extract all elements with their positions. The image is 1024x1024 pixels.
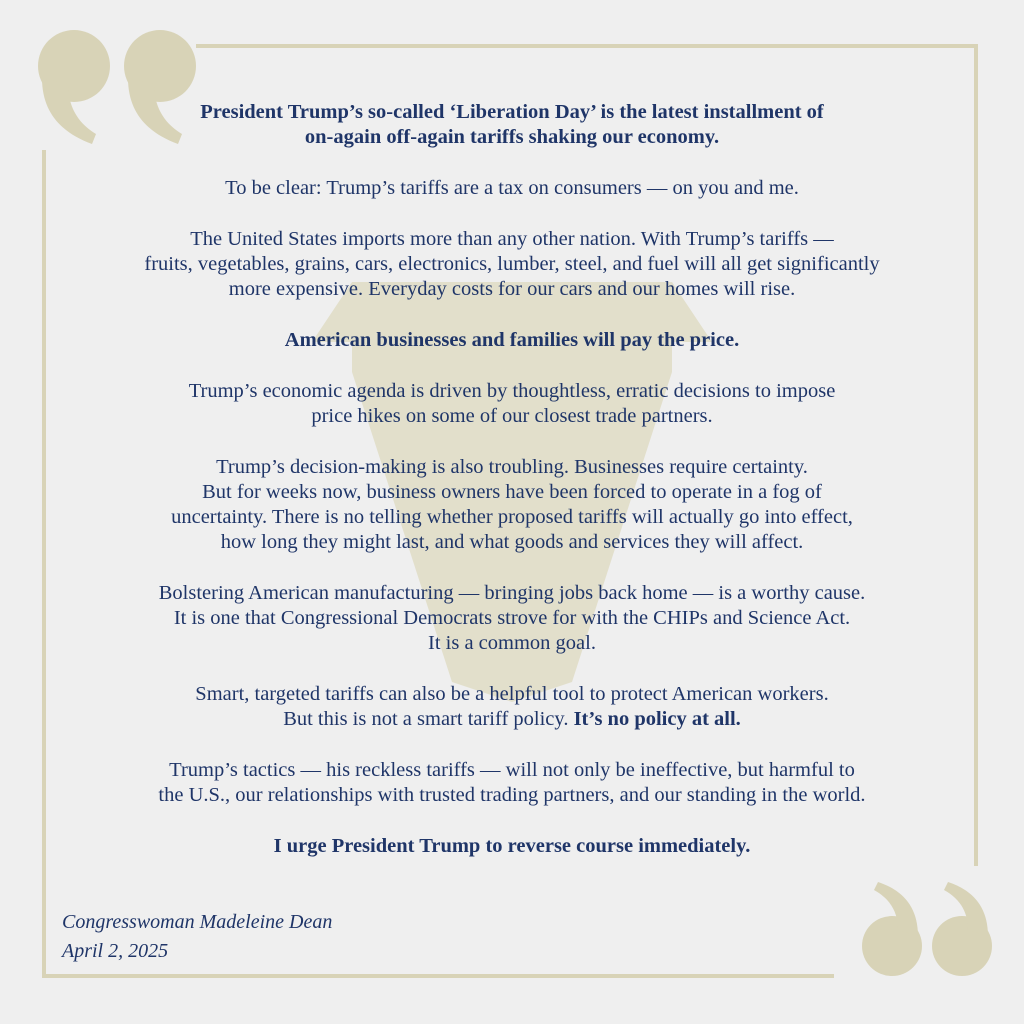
frame-top-border	[196, 44, 978, 48]
paragraph-economic-agenda: Trump’s economic agenda is driven by thoughtless, erratic decisions to impose price hikes on some of our closest trade partners.	[188, 380, 836, 427]
smart-tariffs-line-1: Smart, targeted tariffs can also be a helpful tool to protect American workers.	[195, 683, 829, 705]
close-quote-icon	[852, 880, 1002, 990]
frame-bottom-border	[42, 974, 834, 978]
statement-body	[40, 100, 984, 859]
paragraph-imports: The United States imports more than any other nation. With Trump’s tariffs — fruits, vegetables, grains, cars, electronics, lumber, steel, and fuel will all get significantly more expensive. Everyday costs for our cars and our homes will rise.	[144, 228, 880, 300]
closing-statement: I urge President Trump to reverse course immediately.	[273, 835, 751, 857]
paragraph-smart-tariffs	[40, 682, 984, 732]
paragraph-decision-making: Trump’s decision-making is also troubling. Businesses require certainty. But for weeks now, business owners have been forced to operate in a fog of uncertainty. There is no telling whether proposed tariffs will actually go into effect, how long they might last, and what goods and services they will affect.	[171, 456, 853, 553]
signature-name: Congresswoman Madeleine Dean	[62, 911, 333, 933]
smart-tariffs-line-2: But this is not a smart tariff policy.	[283, 708, 574, 730]
headline: President Trump’s so-called ‘Liberation Day’ is the latest installment of on-again off-again tariffs shaking our economy.	[200, 101, 824, 148]
paragraph-manufacturing: Bolstering American manufacturing — bringing jobs back home — is a worthy cause. It is one that Congressional Democrats strove for with the CHIPs and Science Act. It is a common goal.	[158, 582, 866, 654]
paragraph-tactics: Trump’s tactics — his reckless tariffs — will not only be ineffective, but harmful to the U.S., our relationships with trusted trading partners, and our standing in the world.	[158, 759, 866, 806]
signature-block	[62, 908, 332, 966]
paragraph-tax-on-consumers: To be clear: Trump’s tariffs are a tax on consumers — on you and me.	[225, 177, 799, 199]
no-policy-emphasis: It’s no policy at all.	[573, 708, 741, 730]
paragraph-pay-the-price: American businesses and families will pay the price.	[284, 329, 740, 351]
signature-date: April 2, 2025	[62, 940, 169, 962]
